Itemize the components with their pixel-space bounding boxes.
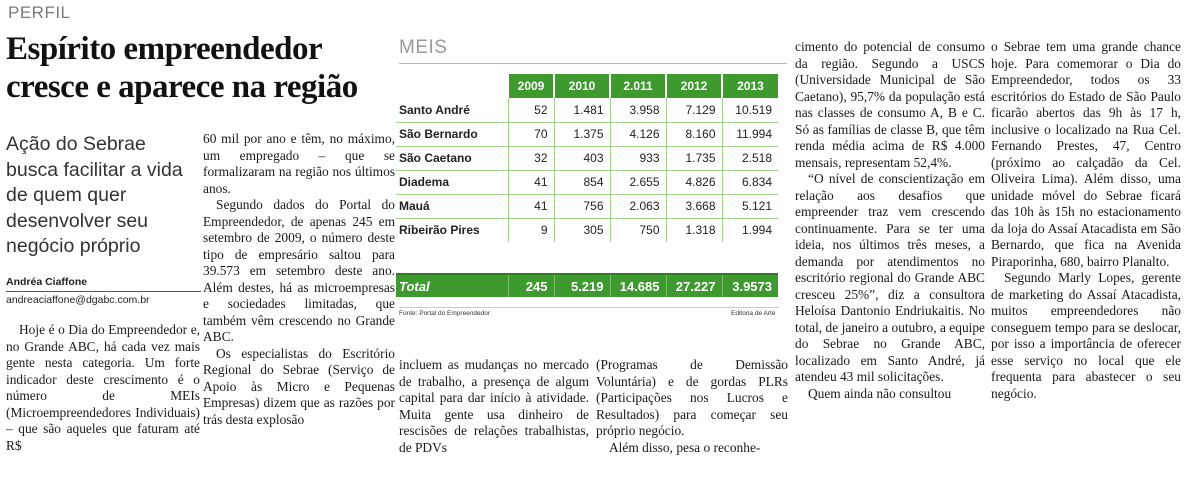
table-source: Fonte: Portal do Empreendedor xyxy=(399,310,491,317)
value-cell: 4.826 xyxy=(666,170,722,194)
total-value: 5.219 xyxy=(554,275,610,297)
total-label: Total xyxy=(399,278,430,294)
value-cell: 1.318 xyxy=(666,218,722,242)
value-cell: 10.519 xyxy=(722,98,778,122)
table-row xyxy=(396,122,778,146)
total-value: 3.9573 xyxy=(722,275,778,297)
value-cell: 6.834 xyxy=(722,170,778,194)
value-cell: 1.481 xyxy=(554,98,610,122)
meis-table xyxy=(396,74,778,242)
table-row xyxy=(396,146,778,170)
value-cell: 1.375 xyxy=(554,122,610,146)
city-cell: São Caetano xyxy=(396,146,508,170)
value-cell: 70 xyxy=(508,122,554,146)
city-cell: Ribeirão Pires xyxy=(396,218,508,242)
author-divider xyxy=(6,291,201,292)
value-cell: 933 xyxy=(610,146,666,170)
paragraph: Além disso, pesa o reconhe- xyxy=(609,439,761,455)
article-column-1 xyxy=(6,322,200,454)
paragraph: Os especialistas do Escritório Regional do Sebrae (Serviço de Apoio às Micro e Pequenas Empresas) dizem que as razões por trás desta explosão xyxy=(203,345,395,427)
value-cell: 2.518 xyxy=(722,146,778,170)
table-row xyxy=(396,218,778,242)
city-cell: São Bernardo xyxy=(396,122,508,146)
headline: Espírito empreendedor cresce e aparece na região xyxy=(6,31,358,105)
table-footer-divider xyxy=(399,307,779,308)
article-column-2 xyxy=(203,131,395,428)
table-row xyxy=(396,170,778,194)
table-title-divider xyxy=(399,63,787,64)
paragraph: Hoje é o Dia do Empreendedor e, no Grande ABC, há cada vez mais gente nesta categoria. Um forte indicador deste crescimento é o número de MEIs (Microempreendedores Individuais) – que são aqueles que faturam até R$ xyxy=(6,322,200,453)
paragraph: 60 mil por ano e têm, no máximo, um empregado – que se formalizaram na região nos últimos anos. xyxy=(203,131,395,196)
value-cell: 1.735 xyxy=(666,146,722,170)
table-header-blank xyxy=(396,74,508,98)
table-total-bar xyxy=(396,273,778,297)
value-cell: 3.668 xyxy=(666,194,722,218)
paragraph: Quem ainda não consultou xyxy=(808,385,952,401)
paragraph: o Sebrae tem uma grande chance hoje. Para comemorar o Dia do Empreendedor, todos os 33 escritórios do Estado de São Paulo ficarão abertos das 9h às 17 h, inclusive o localizado na Rua Cel. Fernando Prestes, 47, Centro (próximo ao calçadão da Cel. Oliveira Lima). Além disso, uma unidade móvel do Sebrae ficará das 10h às 15h no estacionamento da loja do Assaí Atacadista em São Bernardo, que fica na Avenida Piraporinha, 680, bairro Planalto. xyxy=(991,39,1181,269)
year-header: 2.011 xyxy=(610,74,666,98)
value-cell: 11.994 xyxy=(722,122,778,146)
paragraph: (Programas de Demissão Voluntária) e de gordas PLRs (Participações nos Lucros e Resultados) para começar seu próprio negócio. xyxy=(596,357,788,438)
year-header: 2010 xyxy=(554,74,610,98)
table-total-row xyxy=(396,275,778,297)
value-cell: 3.958 xyxy=(610,98,666,122)
value-cell: 41 xyxy=(508,170,554,194)
article-column-3 xyxy=(399,357,589,456)
table-title: MEIS xyxy=(399,37,448,58)
value-cell: 1.994 xyxy=(722,218,778,242)
paragraph: Segundo Marly Lopes, gerente de marketing do Assaí Atacadista, muitos empreendedores não conseguem tempo para se deslocar, por isso a importância de oferecer esse serviço no local que ele frequenta para abastecer o seu negócio. xyxy=(991,270,1181,401)
city-cell: Santo André xyxy=(399,102,470,117)
city-cell: Diadema xyxy=(396,170,508,194)
paragraph: Segundo dados do Portal do Empreendedor, de apenas 245 em setembro de 2009, o número deste tipo de empresário saltou para 39.573 em setembro deste ano. Além destes, há as microempresas e sociedades limitadas, que também vêm crescendo no Grande ABC. xyxy=(203,197,395,344)
deck-subtitle: Ação do Sebrae busca facilitar a vida de quem quer desenvolver seu negócio próprio xyxy=(6,133,183,257)
year-header: 2013 xyxy=(722,74,778,98)
section-tag: PERFIL xyxy=(8,3,71,22)
table-credit: Editoria de Arte xyxy=(731,310,776,317)
city-cell: Mauá xyxy=(396,194,508,218)
value-cell: 403 xyxy=(554,146,610,170)
total-value: 27.227 xyxy=(666,275,722,297)
value-cell: 41 xyxy=(508,194,554,218)
article-column-6 xyxy=(991,39,1181,402)
value-cell: 2.063 xyxy=(610,194,666,218)
article-column-4 xyxy=(596,357,788,456)
author-name: Andréa Ciaffone xyxy=(6,276,88,288)
value-cell: 4.126 xyxy=(610,122,666,146)
total-value: 245 xyxy=(508,275,554,297)
paragraph: “O nível de conscientização em relação aos desafios que empreender traz vem crescendo continuamente. Para se ter uma ideia, nos últimos três meses, a demanda por atendimentos no escritório regional do Grande ABC cresceu 25%”, diz a consultora Heloísa Dantonio Endriukaitis. No total, de janeiro a outubro, a equipe do Sebrae no Grande ABC, localizado em Santo André, já atendeu 43 mil solicitações. xyxy=(795,171,985,384)
value-cell: 2.655 xyxy=(610,170,666,194)
value-cell: 52 xyxy=(508,98,554,122)
value-cell: 750 xyxy=(610,218,666,242)
value-cell: 7.129 xyxy=(666,98,722,122)
table-header-row xyxy=(396,74,778,98)
table-row xyxy=(396,194,778,218)
value-cell: 756 xyxy=(554,194,610,218)
value-cell: 32 xyxy=(508,146,554,170)
value-cell: 9 xyxy=(508,218,554,242)
paragraph: cimento do potencial de consumo da região. Segundo a USCS (Universidade Municipal de São Caetano), 95,7% da população está nas classes de consumo A, B e C. Só as famílias de classe B, que têm renda média acima de R$ 4.000 mensais, representam 52,4%. xyxy=(795,39,985,170)
total-value: 14.685 xyxy=(610,275,666,297)
article-column-5 xyxy=(795,39,985,402)
value-cell: 305 xyxy=(554,218,610,242)
value-cell: 854 xyxy=(554,170,610,194)
author-email: andreaciaffone@dgabc.com.br xyxy=(6,294,150,306)
paragraph: incluem as mudanças no mercado de trabalho, a presença de algum capital para dar início à atividade. Muita gente usa dinheiro de rescisões de relações trabalhistas, de PDVs xyxy=(399,357,589,455)
value-cell: 5.121 xyxy=(722,194,778,218)
value-cell: 8.160 xyxy=(666,122,722,146)
year-header: 2009 xyxy=(508,74,554,98)
year-header: 2012 xyxy=(666,74,722,98)
table-row xyxy=(396,98,778,122)
